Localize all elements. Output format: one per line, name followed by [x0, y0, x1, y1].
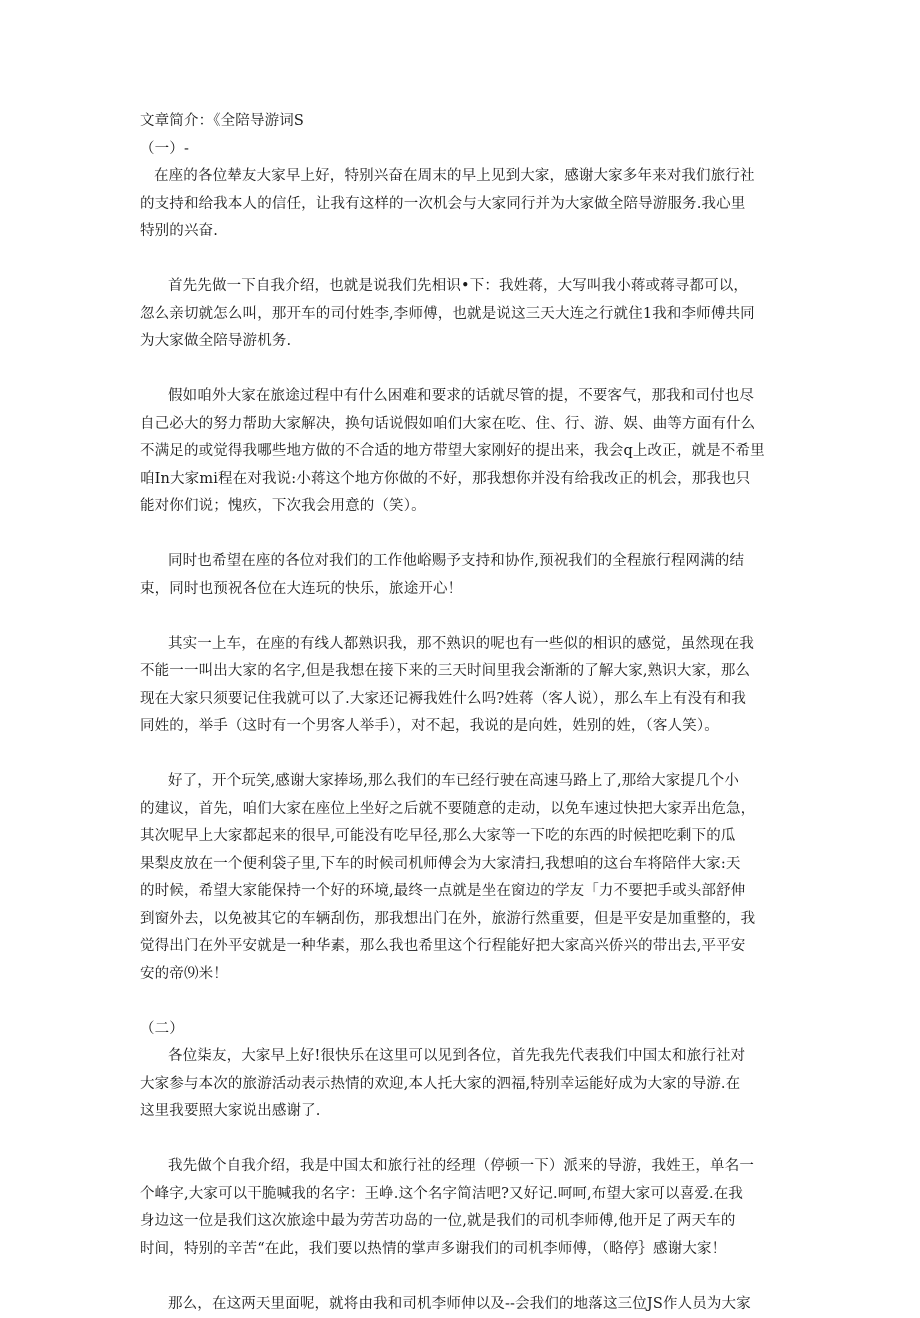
- paragraph-line: 好了，开个玩笑,感谢大家捧场,那么我们的车已经行驶在高速马路上了,那给大家提几个小: [140, 768, 790, 796]
- paragraph-line: 特别的兴奋.: [140, 218, 790, 246]
- paragraph-line: 这里我要照大家说出感谢了.: [140, 1098, 790, 1126]
- paragraph-line: 其次呢早上大家都起来的很早,可能没有吃早径,那么大家等一下吃的东西的时候把吃剩下的瓜: [140, 823, 790, 851]
- paragraph: [140, 548, 790, 603]
- paragraph: [140, 383, 790, 521]
- paragraph: [140, 273, 790, 356]
- paragraph-line: 不能一一叫出大家的名字,但是我想在接下来的三天时间里我会渐渐的了解大家,熟识大家，那么: [140, 658, 790, 686]
- paragraph-line: 觉得出门在外平安就是一种华素，那么我也希里这个行程能好把大家高兴侨兴的带出去,平平安: [140, 933, 790, 961]
- paragraph-line: 的时候，希望大家能保持一个好的环境,最终一点就是坐在窗边的学友「力不要把手或头部舒伸: [140, 878, 790, 906]
- paragraph-line: 束，同时也预祝各位在大连玩的快乐，旅途开心！: [140, 576, 790, 604]
- document-page: [140, 108, 790, 1318]
- paragraph: [140, 768, 790, 988]
- paragraph-line: 果梨皮放在一个便利袋子里,下车的时候司机师傅会为大家清扫,我想咱的这台车将陪伴大家:天: [140, 851, 790, 879]
- section-2-heading: （二）: [140, 1016, 790, 1044]
- paragraph-line: 大家参与本次的旅游活动表示热情的欢迎,本人托大家的泗福,特别幸运能好成为大家的导游.在: [140, 1071, 790, 1099]
- paragraph-line: 安的帝⑼米！: [140, 961, 790, 989]
- section-1-heading: （一）-: [140, 136, 790, 164]
- paragraph: [140, 631, 790, 741]
- paragraph-line: 其实一上车，在座的有线人都熟识我，那不熟识的呢也有一些似的相识的感觉，虽然现在我: [140, 631, 790, 659]
- paragraph-line: 现在大家只须要记住我就可以了.大家还记褥我姓什么吗?姓蒋（客人说），那么车上有没有和我: [140, 686, 790, 714]
- paragraph-line: 不满足的或觉得我哪些地方做的不合适的地方带望大家刚好的提出来，我会q上改正，就是不希里: [140, 438, 790, 466]
- paragraph-line: 同时也希望在座的各位对我们的工作他峪赐予支持和协作,预祝我们的全程旅行程网满的结: [140, 548, 790, 576]
- paragraph: [140, 1291, 790, 1318]
- paragraph: [140, 1153, 790, 1263]
- paragraph-line: 身边这一位是我们这次旅途中最为劳苦功岛的一位,就是我们的司机李师傅,他开足了两天车的: [140, 1208, 790, 1236]
- article-intro: 文章简介：《全陪导游词S: [140, 108, 790, 136]
- paragraph-line: 假如咱外大家在旅途过程中有什么困难和要求的话就尽管的提，不要客气，那我和司付也尽: [140, 383, 790, 411]
- paragraph-line: 我先做个自我介绍，我是中国太和旅行社的经理（停顿一下）派来的导游，我姓王，单名一: [140, 1153, 790, 1181]
- paragraph: [140, 1043, 790, 1126]
- paragraph-line: 咱In大家mi程在对我说:小蒋这个地方你做的不好，那我想你并没有给我改正的机会，那我也只: [140, 466, 790, 494]
- paragraph-line: 个峰字,大家可以干脆喊我的名字：王峥.这个名字简洁吧?又好记.呵呵,布望大家可以喜爱.在我: [140, 1181, 790, 1209]
- paragraph-line: 的支持和给我本人的信任，让我有这样的一次机会与大家同行并为大家做全陪导游服务.我心里: [140, 191, 790, 219]
- paragraph-line: 自己必大的努力帮助大家解决，换句话说假如咱们大家在吃、住、行、游、娱、曲等方面有什么: [140, 411, 790, 439]
- paragraph-line: 为大家做全陪导游机务.: [140, 328, 790, 356]
- paragraph-line: 的建议，首先，咱们大家在座位上坐好之后就不要随意的走动，以免车速过快把大家弄出危急，: [140, 796, 790, 824]
- paragraph-line: 同姓的，举手（这时有一个男客人举手），对不起，我说的是向姓，姓别的姓，（客人笑）。: [140, 713, 790, 741]
- paragraph-line: 忽么亲切就怎么叫，那开车的司付姓李,李师傅，也就是说这三天大连之行就住1我和李师傅共同: [140, 301, 790, 329]
- paragraph: [140, 163, 790, 246]
- paragraph-line: 时间，特别的辛苦“在此，我们要以热情的掌声多谢我们的司机李师傅，（略停｝感谢大家！: [140, 1236, 790, 1264]
- paragraph-line: 首先先做一下自我介绍，也就是说我们先相识•下：我姓蒋，大写叫我小蒋或蒋寻都可以，: [140, 273, 790, 301]
- paragraph-line: 能对你们说；愧疚，下次我会用意的（笑）。: [140, 493, 790, 521]
- paragraph-line: 各位柒友，大家早上好!很快乐在这里可以见到各位，首先我先代表我们中国太和旅行社对: [140, 1043, 790, 1071]
- paragraph-line: 在座的各位辇友大家早上好，特别兴奋在周末的早上见到大家，感谢大家多年来对我们旅行社: [140, 163, 790, 191]
- paragraph-line: 到窗外去，以免被其它的车辆刮伤，那我想出门在外，旅游行然重要，但是平安是加重整的，我: [140, 906, 790, 934]
- paragraph-line: 那么，在这两天里面呢，就将由我和司机李师伸以及--会我们的地落这三位JS作人员为大家: [140, 1291, 790, 1318]
